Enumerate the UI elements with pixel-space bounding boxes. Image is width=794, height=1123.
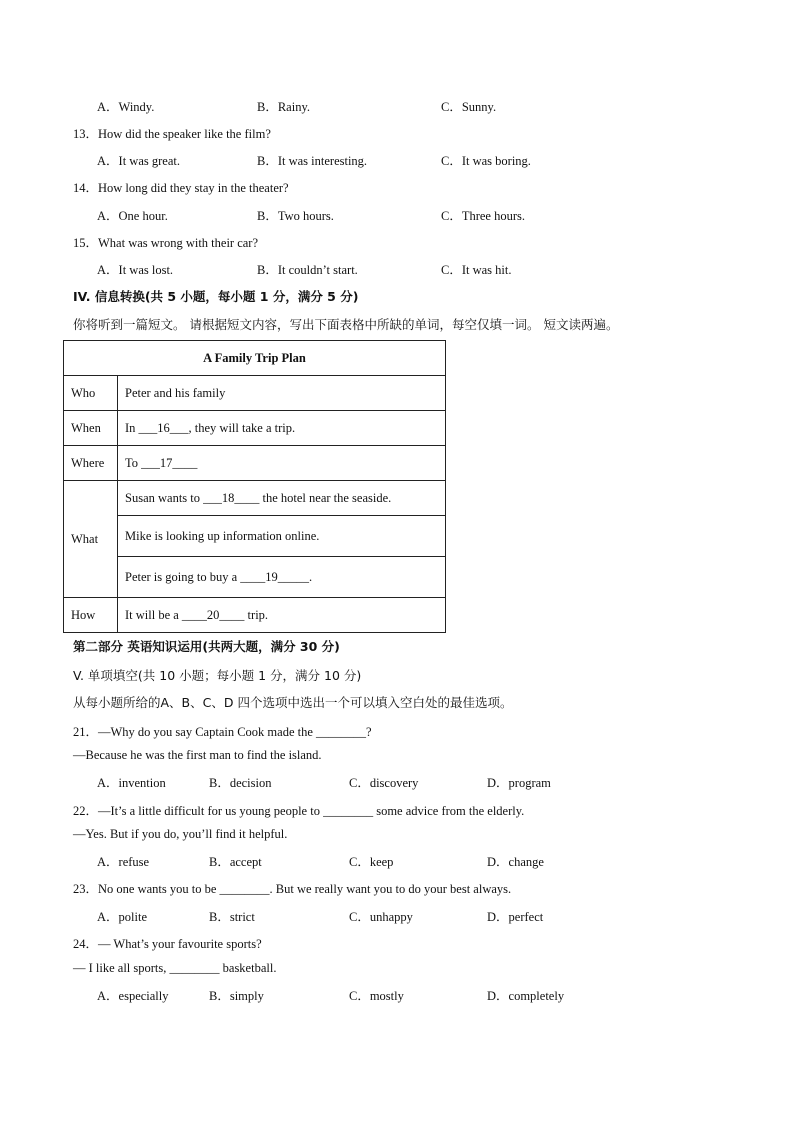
row-value-what-2: Mike is looking up information online. — [118, 516, 446, 557]
table-title: A Family Trip Plan — [64, 341, 446, 376]
q24-option-c: C．mostly — [349, 989, 404, 1003]
question-22-response: —Yes. But if you do, you’ll find it helpful. — [73, 827, 288, 841]
q22-option-a: A．refuse — [97, 855, 150, 869]
q21-option-d: D．program — [487, 776, 551, 790]
question-22-stem: 22．—It’s a little difficult for us young people to ________ some advice from the elderly. — [73, 804, 525, 818]
row-label-when: When — [64, 411, 118, 446]
question-23-stem: 23．No one wants you to be ________. But we really want you to do your best always. — [73, 882, 512, 896]
q14-option-b: B．Two hours. — [257, 209, 334, 223]
q22-option-b: B．accept — [209, 855, 262, 869]
question-14-stem: 14．How long did they stay in the theater? — [73, 181, 289, 195]
q13-option-b: B．It was interesting. — [257, 154, 368, 168]
q21-option-c: C．discovery — [349, 776, 419, 790]
q21-option-b: B．decision — [209, 776, 272, 790]
question-21-response: —Because he was the first man to find the island. — [73, 748, 322, 762]
row-value-what-3: Peter is going to buy a ____19_____. — [118, 557, 446, 598]
part-2-heading: 第二部分 英语知识运用(共两大题，满分 30 分) — [73, 639, 340, 654]
q13-option-c: C．It was boring. — [441, 154, 531, 168]
row-label-where: Where — [64, 446, 118, 481]
row-value-when: In ___16___, they will take a trip. — [118, 411, 446, 446]
question-24-response: — I like all sports, ________ basketball. — [73, 961, 277, 975]
q15-option-a: A．It was lost. — [97, 263, 174, 277]
row-label-what: What — [64, 481, 118, 598]
q23-option-c: C．unhappy — [349, 910, 413, 924]
question-21-stem: 21．—Why do you say Captain Cook made the ________? — [73, 725, 372, 739]
q22-option-c: C．keep — [349, 855, 394, 869]
row-value-who: Peter and his family — [118, 376, 446, 411]
q13-option-a: A．It was great. — [97, 154, 180, 168]
q23-option-a: A．polite — [97, 910, 147, 924]
section-5-heading: V. 单项填空(共 10 小题；每小题 1 分，满分 10 分) — [73, 668, 362, 683]
question-13-stem: 13．How did the speaker like the film? — [73, 127, 271, 141]
question-24-stem: 24．— What’s your favourite sports? — [73, 937, 262, 951]
q12-option-c: C．Sunny. — [441, 100, 497, 114]
q21-option-a: A．invention — [97, 776, 166, 790]
q22-option-d: D．change — [487, 855, 544, 869]
q15-option-c: C．It was hit. — [441, 263, 512, 277]
section-4-heading: IV. 信息转换(共 5 小题，每小题 1 分，满分 5 分) — [73, 289, 359, 304]
row-value-what-1: Susan wants to ___18____ the hotel near the seaside. — [118, 481, 446, 516]
q12-option-a: A．Windy. — [97, 100, 155, 114]
q23-option-d: D．perfect — [487, 910, 544, 924]
q24-option-d: D．completely — [487, 989, 565, 1003]
row-label-how: How — [64, 598, 118, 633]
trip-plan-table — [63, 340, 446, 633]
row-value-how: It will be a ____20____ trip. — [118, 598, 446, 633]
section-5-instruction: 从每小题所给的A、B、C、D 四个选项中选出一个可以填入空白处的最佳选项。 — [73, 695, 513, 710]
q24-option-a: A．especially — [97, 989, 169, 1003]
q14-option-c: C．Three hours. — [441, 209, 526, 223]
row-label-who: Who — [64, 376, 118, 411]
q23-option-b: B．strict — [209, 910, 255, 924]
q24-option-b: B．simply — [209, 989, 264, 1003]
q12-option-b: B．Rainy. — [257, 100, 311, 114]
question-15-stem: 15．What was wrong with their car? — [73, 236, 259, 250]
q14-option-a: A．One hour. — [97, 209, 168, 223]
row-value-where: To ___17____ — [118, 446, 446, 481]
q15-option-b: B．It couldn’t start. — [257, 263, 358, 277]
section-4-instruction: 你将听到一篇短文。 请根据短文内容，写出下面表格中所缺的单词，每空仅填一词。 短文读两遍。 — [73, 317, 619, 332]
